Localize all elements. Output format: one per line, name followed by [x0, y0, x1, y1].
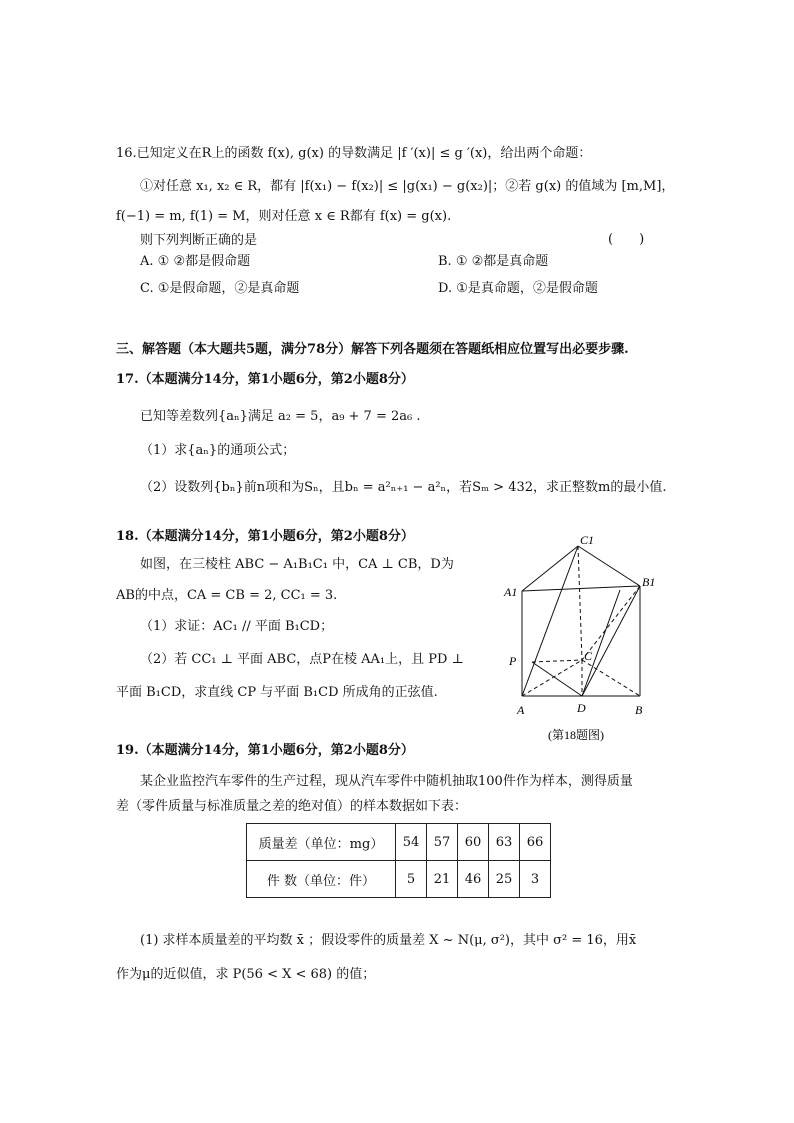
q16-stem: 16.已知定义在R上的函数 f(x), g(x) 的导数满足 |f ′(x)| ≤ g ′(x)，给出两个命题：: [116, 146, 592, 161]
quality-table: [246, 823, 551, 898]
q19-line1: 某企业监控汽车零件的生产过程，现从汽车零件中随机抽取100件作为样本，测得质量: [140, 774, 633, 789]
q19-part1: (1) 求样本质量差的平均数 x̄ ；假设零件的质量差 X ~ N(μ, σ²)，其中 σ² = 16，用x̄: [140, 933, 637, 948]
q18-line2: AB的中点，CA = CB = 2, CC₁ = 3.: [116, 588, 338, 603]
table-cell: 63: [489, 824, 520, 861]
table-cell: 25: [489, 861, 520, 898]
q17-given: 已知等差数列{aₙ}满足 a₂ = 5，a₉ + 7 = 2a₆ .: [140, 409, 421, 424]
table-row: [247, 861, 551, 898]
q17-part2: （2）设数列{bₙ}前n项和为Sₙ，且bₙ = a²ₙ₊₁ − a²ₙ，若Sₘ > 432，求正整数m的最小值.: [140, 480, 667, 495]
q16-answer-paren: ( ): [608, 232, 645, 247]
q18-prism-figure: [500, 534, 680, 744]
table-cell: 66: [520, 824, 551, 861]
table-cell-label: 质量差（单位：mg）: [247, 824, 396, 861]
figure-caption: (第18题图): [548, 728, 604, 742]
label-p: P: [509, 654, 517, 668]
q16-option-b: B. ① ②都是真命题: [438, 254, 549, 269]
table-cell-label: 件 数（单位：件）: [247, 861, 396, 898]
q19-header: 19.（本题满分14分，第1小题6分，第2小题8分）: [116, 743, 414, 758]
q18-line1: 如图，在三棱柱 ABC − A₁B₁C₁ 中，CA ⊥ CB，D为: [140, 557, 454, 572]
label-d: D: [577, 701, 586, 715]
section-3-heading: 三、解答题（本大题共5题，满分78分）解答下列各题须在答题纸相应位置写出必要步骤.: [116, 342, 629, 357]
q17-header: 17.（本题满分14分，第1小题6分，第2小题8分）: [116, 372, 414, 387]
table-cell: 60: [458, 824, 489, 861]
q18-part2: （2）若 CC₁ ⊥ 平面 ABC，点P在棱 AA₁上，且 PD ⊥: [140, 652, 464, 667]
q16-prompt: 则下列判断正确的是: [140, 233, 258, 248]
q16-line2: ①对任意 x₁, x₂ ∈ R，都有 |f(x₁) − f(x₂)| ≤ |g(x₁) − g(x₂)|；②若 g(x) 的值域为 [m,M]，: [140, 179, 675, 194]
q19-part1-cont: 作为μ的近似值，求 P(56 < X < 68) 的值；: [116, 967, 376, 982]
q18-part2-cont: 平面 B₁CD，求直线 CP 与平面 B₁CD 所成角的正弦值.: [116, 685, 438, 700]
q16-option-c: C. ①是假命题，②是真命题: [140, 281, 300, 296]
label-c1: C1: [580, 534, 595, 547]
q18-header: 18.（本题满分14分，第1小题6分，第2小题8分）: [116, 529, 414, 544]
q16-line3: f(−1) = m, f(1) = M，则对任意 x ∈ R都有 f(x) = g(x).: [116, 209, 452, 224]
table-cell: 46: [458, 861, 489, 898]
q18-part1: （1）求证：AC₁ // 平面 B₁CD；: [140, 619, 334, 634]
table-cell: 3: [520, 861, 551, 898]
label-a: A: [517, 703, 525, 717]
q19-line2: 差（零件质量与标准质量之差的绝对值）的样本数据如下表：: [116, 799, 468, 814]
q16-option-a: A. ① ②都是假命题: [140, 254, 251, 269]
table-cell: 57: [427, 824, 458, 861]
label-b: B: [635, 703, 643, 717]
q17-part1: （1）求{aₙ}的通项公式；: [140, 443, 296, 458]
table-cell: 21: [427, 861, 458, 898]
q16-option-d: D. ①是真命题，②是假命题: [438, 281, 598, 296]
label-a1: A1: [504, 585, 518, 599]
table-cell: 5: [396, 861, 427, 898]
table-row: [247, 824, 551, 861]
label-b1: B1: [642, 575, 656, 589]
label-c: C: [584, 649, 593, 663]
table-cell: 54: [396, 824, 427, 861]
